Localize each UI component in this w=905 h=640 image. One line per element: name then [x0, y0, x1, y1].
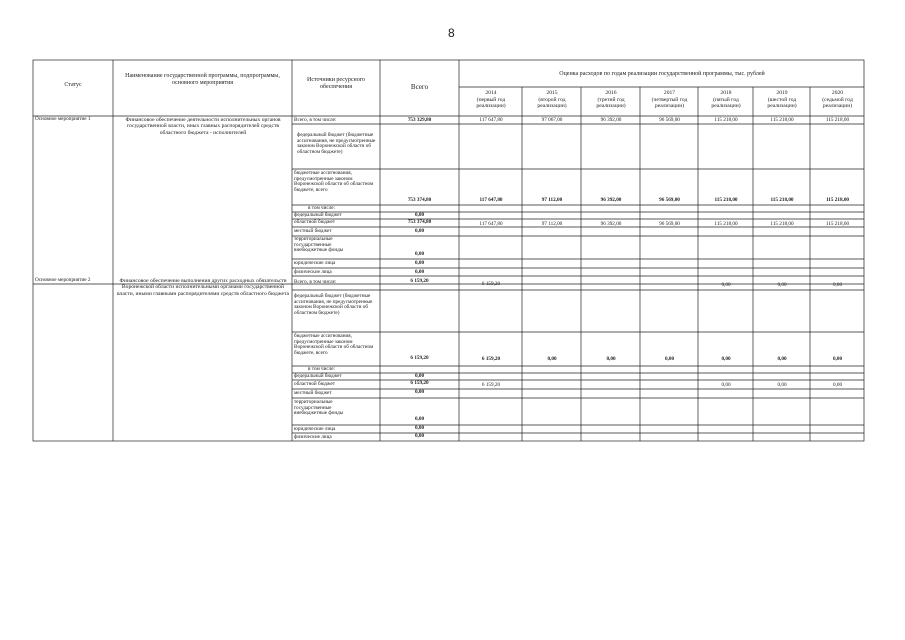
year-2017: 2017: [663, 90, 676, 96]
header-sources: Источники ресурсного обеспечения: [306, 77, 366, 90]
event2-total-6: 0,00: [414, 389, 425, 395]
event2-value-0-6: 0,00: [832, 282, 843, 288]
event2-source-5: областной бюджет: [294, 381, 335, 387]
year-2014: 2014: [485, 90, 497, 96]
event1-value-5-4: 115 218,00: [714, 221, 738, 227]
event1-value-2-5: 115 218,00: [770, 197, 794, 203]
event2-source-0: Всего, в том числе:: [294, 279, 337, 285]
event1-value-0-2: 96 392,00: [600, 117, 622, 123]
event2-source-3: в том числе:: [308, 366, 336, 372]
event1-source-5: областной бюджет: [294, 219, 335, 225]
event2-value-2-3: 0,00: [664, 356, 675, 362]
year-2015-label: (второй год реализации): [537, 97, 567, 109]
event1-status: Основное мероприятие 1: [35, 116, 91, 122]
event1-source-8: юридические лица: [294, 260, 336, 266]
year-2017-label: (четвертый год реализации): [651, 97, 688, 109]
event1-source-1: федеральный бюджет (бюджетные ассигнования, не предусмотренные законом Воронежской области об областном бюджете): [297, 132, 376, 155]
event2-total-2: 6 159,20: [410, 355, 429, 361]
year-2016: 2016: [605, 90, 617, 96]
event2-value-2-5: 0,00: [777, 356, 787, 362]
event1-value-5-5: 115 218,00: [770, 221, 794, 227]
event2-source-9: физические лица: [294, 434, 332, 440]
year-2018: 2018: [720, 90, 732, 96]
event2-source-7: территориальные государственные внебюджетные фонды: [294, 399, 344, 417]
year-2019-label: (шестой год реализации): [767, 97, 797, 109]
event1-source-3: в том числе:: [308, 205, 336, 211]
event2-value-0-0: 6 159,20: [481, 281, 501, 287]
event1-total-5: 753 374,80: [407, 219, 432, 225]
header-total: Всего: [410, 83, 429, 91]
event1-value-0-0: 117 647,80: [479, 117, 503, 123]
header-status: Статус: [64, 82, 82, 88]
event1-total-7: 0,00: [414, 251, 425, 257]
event2-total-8: 0,00: [414, 425, 425, 431]
event1-value-2-4: 115 218,00: [714, 197, 738, 203]
year-2016-label: (третий год реализации): [596, 97, 626, 109]
event1-value-2-6: 115 218,00: [825, 197, 850, 203]
event2-value-2-6: 0,00: [832, 356, 843, 362]
event1-source-9: физические лица: [294, 269, 332, 275]
event1-value-5-6: 115 218,00: [825, 221, 850, 227]
header-estimate: Оценка расходов по годам реализации государственной программы, тыс. рублей: [559, 71, 765, 77]
event2-value-2-4: 0,00: [721, 356, 731, 362]
event2-total-7: 0,00: [414, 416, 425, 422]
event2-value-0-5: 0,00: [777, 282, 787, 288]
event1-value-0-5: 115 218,00: [770, 117, 794, 123]
year-2014-label: (первый год реализации): [476, 97, 506, 109]
event1-total-2: 753 374,80: [407, 197, 432, 203]
event2-total-5: 6 159,20: [410, 380, 429, 386]
year-2020-label: (седьмой год реализации): [822, 97, 853, 109]
event2-total-0: 6 159,20: [410, 278, 429, 284]
event2-value-5-4: 0,00: [721, 382, 731, 388]
event2-status: Основное мероприятие 2: [35, 277, 91, 283]
event2-value-5-5: 0,00: [777, 382, 787, 388]
event1-value-5-0: 117 647,80: [479, 221, 503, 227]
event2-total-4: 0,00: [414, 373, 425, 379]
event1-value-0-1: 97 067,00: [541, 117, 563, 123]
event1-total-6: 0,00: [414, 228, 425, 234]
event2-source-6: местный бюджет: [294, 390, 332, 396]
event1-value-5-2: 96 392,00: [600, 221, 622, 227]
event2-name: Финансовое обеспечение выполнения других расходных обязательств Воронежской области исполнительными органами государственной власти, иными главными распорядителями средств областного бюджета: [116, 278, 290, 297]
event1-value-2-2: 96 392,00: [600, 197, 622, 203]
event2-value-5-6: 0,00: [832, 382, 843, 388]
event1-total-9: 0,00: [414, 269, 425, 275]
year-2015: 2015: [546, 90, 558, 96]
event1-source-7: территориальные государственные внебюджетные фонды: [294, 236, 344, 254]
event1-source-2: бюджетные ассигнования, предусмотренные законом Воронежской области об областном бюджете, всего: [294, 170, 374, 193]
event1-value-5-1: 97 112,00: [541, 221, 563, 227]
event1-source-4: федеральный бюджет: [294, 212, 342, 218]
event2-source-1: федеральный бюджет (бюджетные ассигнования, не предусмотренные законом Воронежской области об областном бюджете): [294, 293, 373, 316]
event2-source-4: федеральный бюджет: [294, 373, 342, 379]
event1-source-6: местный бюджет: [294, 228, 332, 234]
event1-value-2-0: 117 647,80: [479, 197, 503, 203]
event2-value-5-0: 6 159,20: [481, 382, 501, 388]
event1-total-0: 753 329,80: [407, 117, 432, 123]
event1-name: Финансовое обеспечение деятельности исполнительных органов государственной власти, иных главных распорядителей средств областного бюджета - исполнителей: [125, 117, 281, 136]
year-2020: 2020: [831, 90, 844, 96]
page-number: 8: [448, 26, 455, 40]
event2-value-2-1: 0,00: [547, 356, 557, 362]
event1-value-2-1: 97 112,00: [541, 197, 563, 203]
event1-value-2-3: 96 569,00: [659, 197, 680, 203]
event1-total-4: 0,00: [414, 212, 425, 218]
event2-value-2-2: 0,00: [606, 356, 616, 362]
event2-source-8: юридические лица: [294, 426, 336, 432]
event2-value-2-0: 6 159,20: [481, 356, 501, 362]
event2-total-9: 0,00: [414, 433, 425, 439]
event1-value-0-3: 96 569,00: [659, 117, 680, 123]
event1-total-8: 0,00: [414, 260, 425, 266]
event2-source-2: бюджетные ассигнования, предусмотренные законом Воронежской области об областном бюджете, всего: [294, 333, 374, 356]
header-name: Наименование государственной программы, подпрограммы, основного мероприятия: [125, 73, 280, 86]
year-2019: 2019: [776, 90, 788, 96]
event1-source-0: Всего, в том числе:: [294, 117, 337, 123]
event2-value-0-4: 0,00: [721, 282, 731, 288]
event1-value-5-3: 96 569,00: [659, 221, 680, 227]
event1-value-0-4: 115 218,00: [714, 117, 738, 123]
year-2018-label: (пятый год реализации): [711, 97, 741, 109]
event1-value-0-6: 115 218,00: [825, 117, 850, 123]
